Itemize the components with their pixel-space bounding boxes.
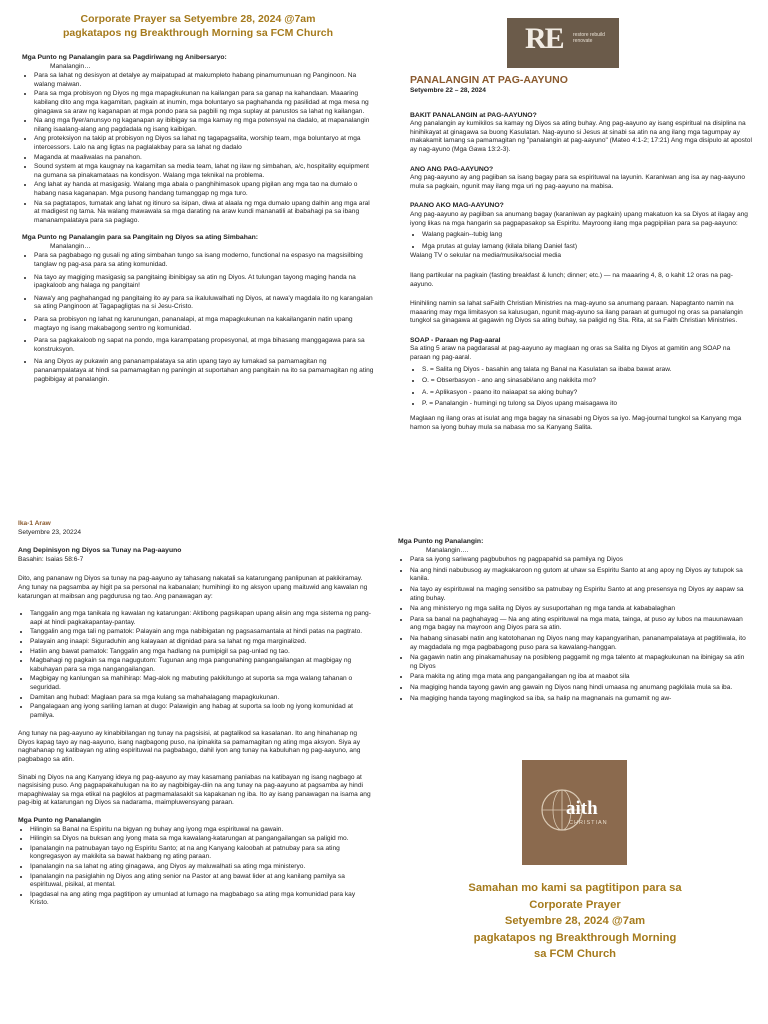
list-item: • A. = Aplikasyon - paano ito naiaapat sa aking buhay? [422,389,752,398]
day-paragraph3: Sinabi ng Diyos na ang Kanyang ideya ng pag-aayuno ay may kasamang paniabas na katibayan ng isang nagbago at nagsisising puso. Ang pagpapakahulugan na ito ay nagbibigay-diin na ang tunay na pag-aayuno at pagsamba ay hindi mapaghiwalay sa mga etikal na pagkilos at pagmamalasakit sa kapakanan ng iba. Ito ay isang panawagan na isama ang pag-ibig at katarungan ng Diyos sa nadarama, maimpluwensyang paraan. [18,773,371,807]
question-why: BAKIT PANALANGIN at PAG-AAYUNO? [410,111,537,119]
day-paragraph2: Ang tunay na pag-aayuno ay kinabibilangan ng tunay na pagsisisi, at pagtalikod sa kasalanan. Ito ang hinahanap ng Diyos kapag tayo ay nag-aayuno, isang nagbagong puso, na ipinakita sa pamamagitan ng ating mga aksyon. Siya ay naghahanap ng katibayan ng ating espirituwal na pagbabago, dahil iyon ang tunay na kabuluhan ng pag-aayuno, ang pagbabago sa atin. [18,730,361,764]
list-item: • Nawa'y ang paghahangad ng pangitaing ito ay para sa ikaluluwalhati ng Diyos, at nawa'y magdala ito ng karangalan sa ating Panginoon at Tagapagligtas na si Jesu-Cristo. [34,295,374,312]
header-title-line1: Corporate Prayer sa Setyembre 28, 2024 @7am [80,13,316,25]
list-item: • Hatiin ang bawat pamatok: Tanggalin ang mga hadlang na pumipigil sa pag-unlad ng tao. [30,648,372,657]
list-item: • Hilingin sa Banal na Espiritu na bigyan ng buhay ang iyong mga espirituwal na gawain. [30,826,372,835]
list-item: • Na gagawin natin ang pinakamahusay na posibleng paggamit ng mga talento at mapagkukunan na ibinigay sa atin ng Diyos [410,654,750,671]
soap-list [410,366,752,409]
footer-line5: sa FCM Church [533,948,617,960]
footer-line1: Samahan mo kami sa pagtitipon para sa [468,882,682,894]
list-item: • Ipagdasal na ang ating mga pagtitipon ay umunlad at lumago na magbabago sa ating mga komunidad para kay Kristo. [30,891,372,908]
question-what: ANO ANG PAG-AAYUNO? [410,165,494,173]
list-item: • Para sa lahat ng desisyon at detalye ay maipatupad at makumpleto habang pinamumunuan ng Panginoon. Na walang maiwan. [34,72,374,89]
day-list [18,610,372,720]
list-item: • Para sa banal na paghahayag — Na ang ating espirituwal na mga mata, tainga, at puso ay lubos na mauunawaan ang mga bagay na mayroon ang Diyos para sa atin. [410,616,750,633]
answer-how-media: Walang TV o sekular na media/musika/social media [410,252,561,260]
list-item: • Palayain ang inaapi: Siguraduhin ang kalayaan at dignidad para sa lahat ng mga marginalized. [30,638,372,647]
soap-intro: Sa ating 5 araw na pagdarasal at pag-aayuno ay maglaan ng oras sa Salita ng Diyos at gamitin ang SOAP na paraan ng pag-aaral. [410,345,731,362]
list-item: • Para makita ng ating mga mata ang pangangailangan ng iba at maabot sila [410,673,750,682]
soap-heading: SOAP - Paraan ng Pag-aaral [410,336,501,344]
answer-why: Ang panalangin ay kumikilos sa kamay ng Diyos sa ating buhay. Ang pag-aayuno ay isang espiritual na disiplina na hinihikayat at ginagawa sa buong Kasulatan. Nag-ayuno si Jesus at sinabi sa atin na ang ilang mga tagumpay ay makakamit lamang sa pamamagitan ng "panalangin at pag-aayuno" (Mateo 4:1-2; 17:21) Ang mga disipulo at apostol ay nag-ayuno (Mga Gawa 13:2-3). [410,120,752,153]
bottom-left-panel [18,520,372,914]
points-heading: Mga Punto ng Panalangin [18,817,102,825]
section2-list [22,252,374,384]
footer-invitation [405,880,745,963]
list-item: • Para sa pagkakaloob ng sapat na pondo, mga karampatang propesyonal, at mga bihasang manggagawa para sa konstruksyon. [34,337,374,354]
list-item: • Na ang ministeryo ng mga salita ng Diyos ay susuportahan ng mga tanda at kababalaghan [410,605,750,614]
page-dates: Setyembre 22 – 28, 2024 [410,87,486,94]
prayer-points-intro: Manalangin…. [426,546,469,554]
answer-how-request: Hinihiling namin sa lahat saFaith Christian Ministries na mag-ayuno sa anumang paraan. Napagtanto namin na maaaring may mga limitasyon sa kalusugan, ngunit mag-ayuno sa ilang paraan at gumugol ng oras sa panalangin tungkol sa ginagawa at gagawin ng Diyos sa ating buhay, sa paligid ng Sta. Rita, at sa Faith Christian Ministries. [410,300,743,325]
header-title [22,12,374,40]
list-item: • Na ang Diyos ay pukawin ang pananampalataya sa atin upang tayo ay lumakad sa pamamagitan ng pananampalataya at hindi sa pamamagitan ng paningin at suportahan ang pangitain na ito sa pamamagitan ng ating pagbibigay at panalangin. [34,358,374,384]
section2-heading: Mga Punto ng Panalangin para sa Pangitain ng Diyos sa ating Simbahan: [22,234,259,242]
list-item: • Ipanalangin na pasiglahin ng Diyos ang ating senior na Pastor at ang bawat lider at ang kanilang pamilya sa espirituwal, pisikal, at mental. [30,873,372,890]
faith-logo [522,760,627,865]
section2-intro: Manalangin… [50,242,91,250]
list-item: • Mga prutas at gulay lamang (kilala bilang Daniel fast) [422,243,752,252]
list-item: • Na tayo ay magiging masigasig sa pangitaing ibinibigay sa atin ng Diyos. At tulungan tayong maging handa na ipagkaloob ang halaga ng pangitain! [34,274,374,291]
list-item: • S. = Salita ng Diyos - basahin ang talata ng Banal na Kasulatan sa ibaba bawat araw. [422,366,752,375]
re-logo-subtext: restore rebuild renovate [573,32,605,44]
faith-logo-subtext: CHRISTIAN [569,820,608,826]
list-item: • Hilingin sa Diyos na buksan ang iyong mata sa mga kawalang-katarungan at pangangailangan sa paligid mo. [30,835,372,844]
answer-how-specific: Ilang partikular na pagkain (fasting breakfast & lunch; dinner; etc.) — na maaaring 4, 8, o kahit 12 oras na pag-aayuno. [410,271,733,288]
list-item: • P. = Panalangin - humingi ng tulong sa Diyos upang maisagawa ito [422,400,752,409]
footer-line4: pagkatapos ng Breakthrough Morning [473,931,677,944]
list-item: • Para sa iyong sariwang pagbubuhos ng pagpapahid sa pamilya ng Diyos [410,556,750,565]
list-item: • Tanggalin ang mga tali ng pamatok: Palayain ang mga nabibigatan ng pagsasamantala at hindi patas na pagtrato. [30,628,372,637]
fasting-options [410,231,752,251]
top-right-panel [410,74,752,437]
re-logo [507,18,619,68]
day-heading: Ang Depinisyon ng Diyos sa Tunay na Pag-aayuno [18,547,182,555]
day-paragraph1: Dito, ang pananaw ng Diyos sa tunay na pag-aayuno ay tahasang nakatali sa katarungang panlipunan at pakikiramay. Ang tunay na pagsamba ay higit pa sa personal na kabanalan; humihingi ito ng aksyon upang maituwid ang kawalan ng katarungan at maibsan ang pagdurusa ng tao. Ang panawagan ay: [18,575,368,600]
day-label: Ika-1 Araw [18,520,51,527]
list-item: • Sound system at mga kaugnay na kagamitan sa media team, lahat ng ilaw ng simbahan, a/c, hospitality equipment na gumana sa pinakamataas na kondisyon. Walang mga teknikal na problema. [34,163,374,180]
list-item: • O. = Obserbasyon - ano ang sinasabi/ano ang nakikita mo? [422,377,752,386]
list-item: • Damitan ang hubad: Maglaan para sa mga kulang sa mahahalagang mapagkukunan. [30,694,372,703]
list-item: • Maganda at maaliwalas na panahon. [34,154,374,163]
points-list [18,826,372,908]
closing-text: Maglaan ng ilang oras at isulat ang mga bagay na sinasabi ng Diyos sa iyo. Mag-journal tungkol sa Kanyang mga hamon sa iyong buhay mula sa nabasa mo sa Kanyang Salita. [410,415,742,431]
section1-heading: Mga Punto ng Panalangin para sa Pagdiriwang ng Anibersaryo: [22,54,227,61]
day-reading: Basahin: Isaias 58:6-7 [18,555,84,563]
list-item: • Pangalagaan ang iyong sariling laman at dugo: Palawigin ang habag at suporta sa loob ng iyong komunidad at pamilya. [30,703,372,720]
list-item: • Magbigay ng kanlungan sa mahihirap: Mag-alok ng mabuting pakikitungo at suporta sa mga walang tahanan o seguridad. [30,675,372,692]
re-logo-text: RE [525,22,563,55]
list-item: • Tanggalin ang mga tanikala ng kawalan ng katarungan: Aktibong pagsikapan upang alisin ang mga sistema ng pang-aapi at hindi pagkakapantay-pantay. [30,610,372,627]
list-item: • Walang pagkain--tubig lang [422,231,752,240]
list-item: • Para sa probisyon ng lahat ng karunungan, pananalapi, at mga mapagkukunan na kakailanganin natin upang magtayo ng isang makabagong sentro ng komunidad. [34,316,374,333]
list-item: • Ipanalangin na sa lahat ng ating ginagawa, ang Diyos ay maluwalhati sa ating mga ministeryo. [30,863,372,872]
top-left-panel [22,12,374,390]
day-date: Setyembre 23, 20224 [18,528,82,536]
header-title-line2: pagkatapos ng Breakthrough Morning sa FCM Church [62,27,334,39]
list-item: • Ang lahat ay handa at masigasig. Walang mga abala o panghihimasok upang pigilan ang mga tao na dumalo o habang nasa kaganapan. Mga pusong handang tumanggap ng mga turo. [34,181,374,198]
page-title: PANALANGIN AT PAG-AAYUNO [410,74,568,86]
list-item: • Ipanalangin na patnubayan tayo ng Espiritu Santo; at na ang Kanyang kaloobah at patnubay para sa ating kongregasyon ay makikita sa bawat hakbang ng ating paraan. [30,845,372,862]
list-item: • Na magiging handa tayong maglingkod sa iba, sa halip na magnanais na gumamit ng aw- [410,695,750,704]
prayer-points-heading: Mga Punto ng Panalangin: [398,538,484,545]
list-item: • Na ang mga flyer/anunsyo ng kaganapan ay ibibigay sa mga kamay ng mga potensyal na dadalo, at mapanalangin nilang isaalang-alang ang pagdadala ng isang kaibigan. [34,117,374,134]
section1-intro: Manalangin… [50,62,91,70]
footer-line2: Corporate Prayer [529,898,621,911]
list-item: • Na ang hindi nabubusog ay magkakaroon ng gutom at uhaw sa Espiritu Santo at ang apoy ng Diyos ay tutupok sa kanila. [410,567,750,584]
section1-list [22,72,374,225]
answer-how: Ang pag-aayuno ay pagiiban sa anumang bagay (karaniwan ay pagkain) upang makatuon ka sa Diyos at ilagay ang iyong likas na mga hangarin sa pagpapasakop sa Espiritu. Mayroong ilang mga pagpipilian para sa pag-aayuno: [410,210,748,227]
list-item: • Para sa mga probisyon ng Diyos ng mga mapagkukunan na kailangan para sa ganap na kahandaan. Maaaring kabilang dito ang mga kagamitan, pagkain at inumin, mga boluntaryo sa paghahanda ng pasilidad at mga mesa ng ginagawa sa araw ng kaganapan at mga pondo para sa pagbili ng mga suplay at panustos sa lahat ng kailangan. [34,90,374,116]
question-how: PAANO AKO MAG-AAYUNO? [410,202,504,210]
footer-line3: Setyembre 28, 2024 @7am [504,915,646,927]
answer-what: Ang pag-aayuno ay ang pagiiban sa isang bagay para sa espirituwal na layunin. Karaniwan ang isa ay nag-aayuno mula sa pagkain, ngunit may ilang mga uri ng pag-aayuno na mabisa. [410,174,746,190]
list-item: • Magbahagi ng pagkain sa mga nagugutom: Tugunan ang mga pangunahing pangangailangan at magbigay ng kabuhayan para sa mga nangangailangan. [30,657,372,674]
list-item: • Na tayo ay espirituwal na maging sensitibo sa patnubay ng Espiritu Santo at ang presensya ng Diyos ay aapaw sa ating buhay. [410,586,750,603]
list-item: • Na sa pagtatapos, tumatak ang lahat ng itinuro sa isipan, diwa at alaala ng mga dumalo upang dalhin ang mga aral at madigest ng tama. Na walang mawawala sa mga darating na araw kundi mananatili at ibabahagi pa sa ibang mananampalataya para sa paglago. [34,200,374,226]
prayer-points-list [398,556,750,703]
faith-logo-text: aith [566,798,598,819]
list-item: • Na magiging handa tayong gawin ang gawain ng Diyos nang hindi umaasa ng anumang pagkilala mula sa iba. [410,684,750,693]
list-item: • Para sa pagbabago ng gusali ng ating simbahan tungo sa isang moderno, functional na espasyo na magsisilbing tanglaw ng pag-asa para sa ating komunidad. [34,252,374,269]
list-item: • Na habang sinasabi natin ang katotohanan ng Diyos nang may kapangyarihan, pananampalataya at pagtitiwala, ito ay magdadala ng mga pagbabagong puso para sa kawalang-hanggan. [410,635,750,652]
bottom-right-panel [398,538,750,709]
list-item: • Ang proteksiyon na takip at probisyon ng Diyos sa lahat ng tagapagsalita, worship team, mga boluntaryo at mga intercessors. Lalo na ang ligtas na paglalakbay para sa lahat ng dadalo [34,135,374,152]
